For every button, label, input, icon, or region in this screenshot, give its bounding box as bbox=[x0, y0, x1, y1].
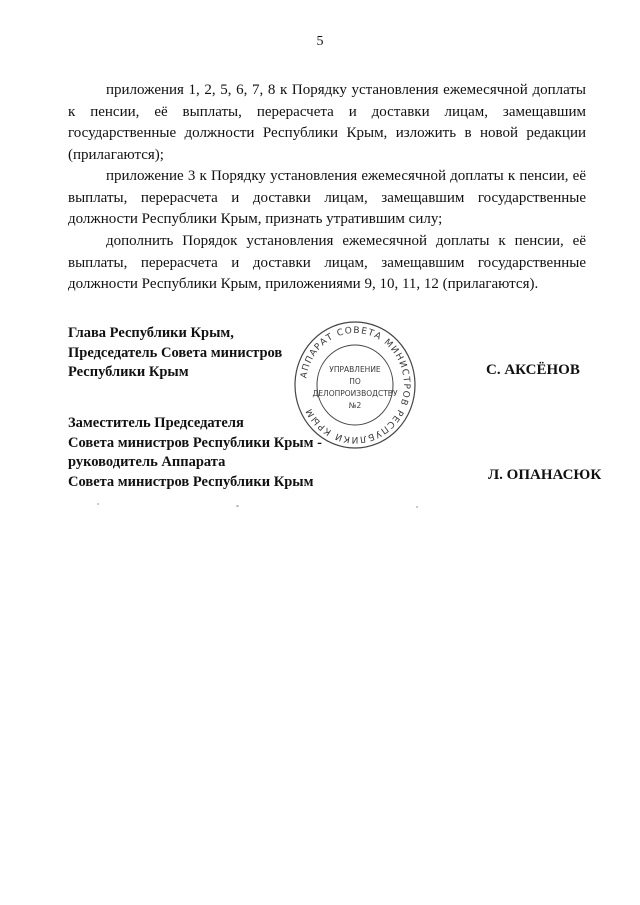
paragraph-amend-appendices: приложения 1, 2, 5, 6, 7, 8 к Порядку установления ежемесячной доплаты к пенсии, её выплаты, перерасчета и доставки лицам, замещавшим государственные должности Республики Крым, изложить в новой редакции (прилагаются); bbox=[68, 82, 586, 163]
scan-speck bbox=[97, 503, 99, 505]
signatory-name-head: С. АКСЁНОВ bbox=[486, 362, 580, 378]
page-number: 5 bbox=[316, 34, 324, 49]
stamp-center-line: ДЕЛОПРОИЗВОДСТВУ bbox=[312, 389, 398, 398]
signatory-title-line: руководитель Аппарата bbox=[68, 454, 226, 470]
signatory-name-deputy: Л. ОПАНАСЮК bbox=[488, 467, 602, 483]
paragraph-repeal-appendix: приложение 3 к Порядку установления ежемесячной доплаты к пенсии, её выплаты, перерасчета и доставки лицам, замещавшим государственные должности Республики Крым, признать утратившим силу; bbox=[68, 168, 586, 227]
paragraph-add-appendices: дополнить Порядок установления ежемесячной доплаты к пенсии, её выплаты, перерасчета и доставки лицам, замещавшим государственные должности Республики Крым, приложениями 9, 10, 11, 12 (прилагаются). bbox=[68, 233, 586, 292]
stamp-center-line: ПО bbox=[349, 377, 361, 386]
scan-speck bbox=[236, 505, 239, 507]
signatory-title-line: Глава Республики Крым, bbox=[68, 325, 234, 341]
official-stamp bbox=[293, 320, 417, 450]
stamp-center-line: УПРАВЛЕНИЕ bbox=[329, 365, 381, 374]
stamp-ring-text: АППАРАТ СОВЕТА МИНИСТРОВ РЕСПУБЛИКИ КРЫМ bbox=[299, 325, 412, 445]
signatory-title-line: Совета министров Республики Крым bbox=[68, 473, 314, 490]
signatory-title-line: Председатель Совета министров bbox=[68, 344, 283, 361]
signatory-title-line: Совета министров Республики Крым - bbox=[68, 434, 322, 451]
stamp-center-line: №2 bbox=[348, 401, 362, 410]
scan-speck bbox=[416, 506, 418, 508]
signatory-title-line: Заместитель Председателя bbox=[68, 415, 244, 431]
signatory-title-line: Республики Крым bbox=[68, 364, 189, 380]
